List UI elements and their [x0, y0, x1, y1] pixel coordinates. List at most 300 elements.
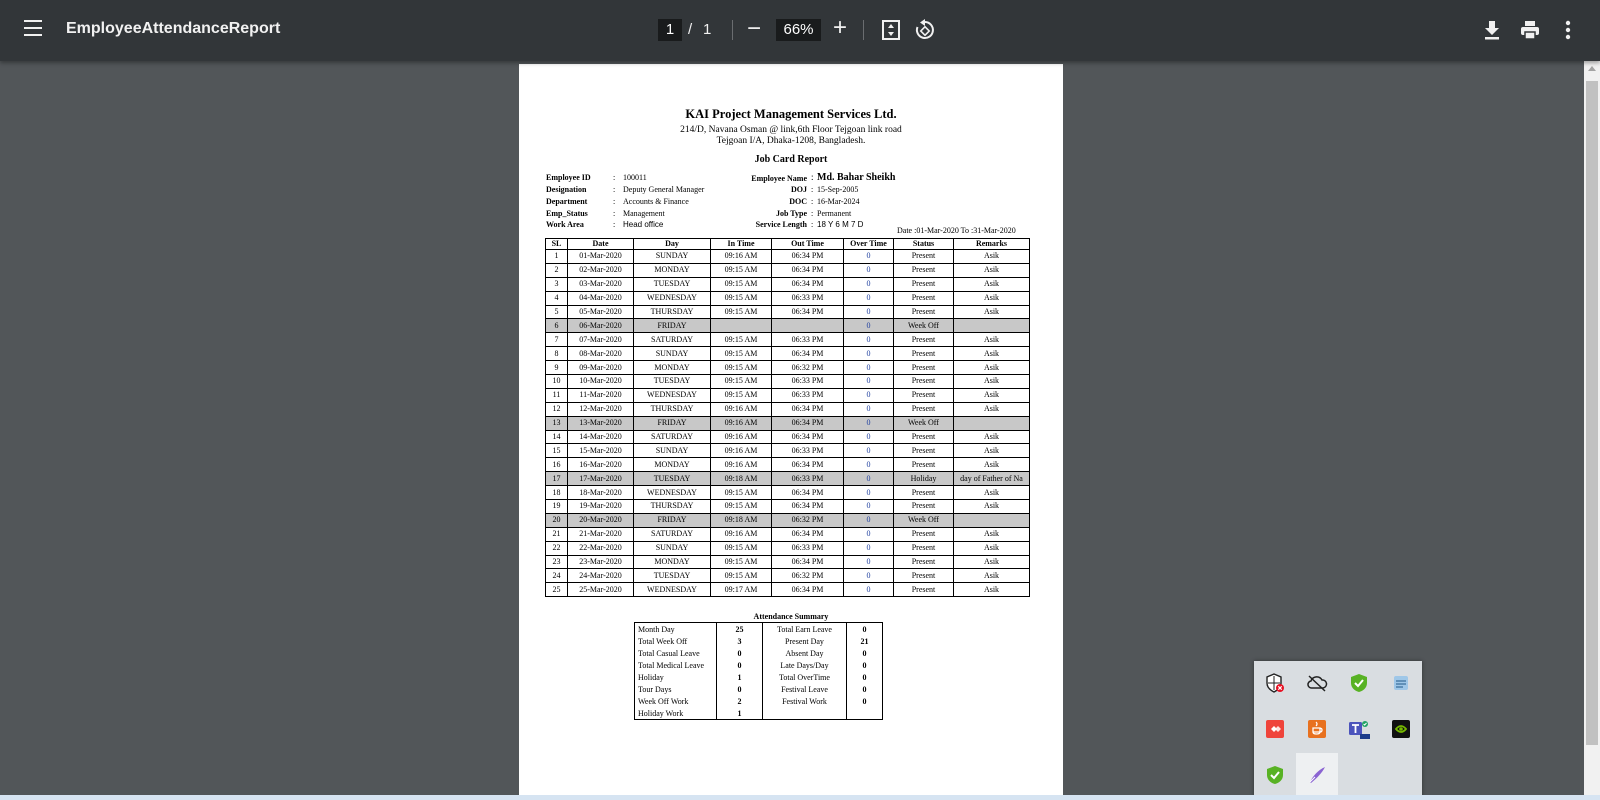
table-cell: 06:34 PM: [772, 486, 844, 500]
table-cell: SUNDAY: [634, 347, 711, 361]
table-cell: 09:18 AM: [711, 513, 772, 527]
table-cell: 0: [844, 444, 894, 458]
table-cell: Present: [894, 333, 954, 347]
table-cell: 06:34 PM: [772, 458, 844, 472]
taskbar-edge: [0, 795, 1600, 800]
table-cell: Asik: [954, 291, 1030, 305]
scroll-up-icon[interactable]: [1588, 66, 1596, 71]
table-cell: Asik: [954, 583, 1030, 597]
table-cell: 09:16 AM: [711, 527, 772, 541]
field-colon: :: [811, 209, 814, 218]
table-cell: 06:34 PM: [772, 402, 844, 416]
table-row: [546, 319, 1030, 333]
table-cell: 17-Mar-2020: [568, 472, 634, 486]
summary-row: [635, 683, 883, 695]
table-cell: 09:15 AM: [711, 541, 772, 555]
table-cell: 06:34 PM: [772, 500, 844, 514]
table-cell: Present: [894, 263, 954, 277]
table-row: [546, 541, 1030, 555]
table-cell: [954, 319, 1030, 333]
table-cell: 06:34 PM: [772, 527, 844, 541]
table-cell: 06:33 PM: [772, 472, 844, 486]
table-cell: 0: [844, 319, 894, 333]
table-cell: MONDAY: [634, 458, 711, 472]
column-header: In Time: [711, 239, 772, 250]
employee-name: Md. Bahar Sheikh: [817, 172, 896, 183]
table-row: [546, 513, 1030, 527]
table-cell: 07-Mar-2020: [568, 333, 634, 347]
table-row: [546, 402, 1030, 416]
column-header: Status: [894, 239, 954, 250]
table-cell: SATURDAY: [634, 333, 711, 347]
table-cell: Present: [894, 555, 954, 569]
table-cell: 0: [844, 527, 894, 541]
table-cell: Present: [894, 347, 954, 361]
table-cell: day of Father of Na: [954, 472, 1030, 486]
table-cell: 25: [546, 583, 568, 597]
table-cell: THURSDAY: [634, 500, 711, 514]
table-cell: Present: [894, 250, 954, 264]
column-header: Over Time: [844, 239, 894, 250]
table-cell: 0: [844, 305, 894, 319]
summary-cell: 0: [717, 683, 763, 695]
table-cell: 0: [844, 277, 894, 291]
table-cell: 10: [546, 375, 568, 389]
network-drive-icon[interactable]: [1380, 661, 1422, 705]
table-cell: 21: [546, 527, 568, 541]
field-value: 100011: [623, 173, 647, 182]
table-cell: Asik: [954, 333, 1030, 347]
table-cell: 09:16 AM: [711, 444, 772, 458]
column-header: Remarks: [954, 239, 1030, 250]
table-cell: 17: [546, 472, 568, 486]
table-cell: Asik: [954, 402, 1030, 416]
system-tray-overflow: [1254, 661, 1422, 800]
table-row: [546, 527, 1030, 541]
summary-cell: Festival Work: [763, 695, 847, 707]
company-address-line2: Tejgoan I/A, Dhaka-1208, Bangladesh.: [716, 136, 866, 146]
table-cell: MONDAY: [634, 555, 711, 569]
document-title: EmployeeAttendanceReport: [66, 20, 281, 37]
field-value: 16-Mar-2024: [817, 197, 860, 206]
summary-cell: Holiday Work: [635, 707, 717, 720]
summary-cell: Festival Leave: [763, 683, 847, 695]
table-cell: 09:15 AM: [711, 388, 772, 402]
table-cell: Asik: [954, 375, 1030, 389]
table-cell: 21-Mar-2020: [568, 527, 634, 541]
attendance-summary-title: Attendance Summary: [753, 612, 829, 621]
table-cell: 8: [546, 347, 568, 361]
table-cell: 05-Mar-2020: [568, 305, 634, 319]
pen-tool-icon[interactable]: [1296, 753, 1338, 797]
field-label: DOJ: [791, 185, 807, 194]
security-check-icon[interactable]: [1338, 661, 1380, 705]
table-cell: 09:15 AM: [711, 277, 772, 291]
table-cell: Present: [894, 541, 954, 555]
table-cell: Asik: [954, 347, 1030, 361]
table-cell: TUESDAY: [634, 375, 711, 389]
table-cell: 0: [844, 291, 894, 305]
table-cell: SUNDAY: [634, 541, 711, 555]
field-value: Accounts & Finance: [623, 197, 689, 206]
table-cell: 0: [844, 430, 894, 444]
table-cell: WEDNESDAY: [634, 486, 711, 500]
table-cell: 24: [546, 569, 568, 583]
table-cell: 16-Mar-2020: [568, 458, 634, 472]
summary-cell: Total Medical Leave: [635, 659, 717, 671]
table-cell: Week Off: [894, 416, 954, 430]
field-label: Department: [546, 197, 588, 206]
table-cell: FRIDAY: [634, 319, 711, 333]
table-cell: 23-Mar-2020: [568, 555, 634, 569]
table-cell: WEDNESDAY: [634, 388, 711, 402]
field-value: Permanent: [817, 209, 852, 218]
summary-cell: 0: [847, 647, 883, 659]
table-cell: 4: [546, 291, 568, 305]
field-label: Emp_Status: [546, 209, 588, 218]
table-cell: Holiday: [894, 472, 954, 486]
table-cell: 0: [844, 555, 894, 569]
table-cell: 15-Mar-2020: [568, 444, 634, 458]
scrollbar-thumb[interactable]: [1586, 81, 1598, 745]
table-cell: 9: [546, 361, 568, 375]
table-cell: 0: [844, 541, 894, 555]
pdf-page: [519, 64, 1063, 800]
company-address-line1: 214/D, Navana Osman @ link,6th Floor Tejgoan link road: [680, 125, 902, 135]
field-colon: :: [613, 220, 616, 229]
attendance-summary-table: [634, 622, 883, 720]
table-cell: 09:15 AM: [711, 305, 772, 319]
nvidia-icon[interactable]: [1380, 707, 1422, 751]
table-cell: 09:16 AM: [711, 458, 772, 472]
table-cell: 06:33 PM: [772, 375, 844, 389]
table-cell: Asik: [954, 500, 1030, 514]
table-cell: 15: [546, 444, 568, 458]
table-cell: 11: [546, 388, 568, 402]
table-header-row: [546, 239, 1030, 250]
table-cell: Asik: [954, 388, 1030, 402]
table-cell: 09:16 AM: [711, 250, 772, 264]
table-cell: 13: [546, 416, 568, 430]
table-cell: Present: [894, 305, 954, 319]
date-range: Date :01-Mar-2020 To :31-Mar-2020: [897, 226, 1016, 235]
report-title: Job Card Report: [754, 154, 828, 165]
table-cell: Present: [894, 444, 954, 458]
table-cell: Asik: [954, 277, 1030, 291]
table-cell: Asik: [954, 527, 1030, 541]
table-cell: SUNDAY: [634, 444, 711, 458]
summary-cell: 1: [717, 707, 763, 720]
table-row: [546, 583, 1030, 597]
table-cell: Present: [894, 500, 954, 514]
table-cell: 20-Mar-2020: [568, 513, 634, 527]
table-cell: 20: [546, 513, 568, 527]
table-cell: 06:32 PM: [772, 513, 844, 527]
table-cell: 0: [844, 263, 894, 277]
table-cell: 0: [844, 250, 894, 264]
download-icon[interactable]: [1482, 19, 1502, 46]
table-cell: 13-Mar-2020: [568, 416, 634, 430]
more-options-icon[interactable]: [1565, 20, 1571, 45]
summary-cell: [847, 707, 883, 720]
summary-cell: Total Casual Leave: [635, 647, 717, 659]
table-row: [546, 375, 1030, 389]
table-cell: Present: [894, 291, 954, 305]
table-row: [546, 500, 1030, 514]
table-cell: Asik: [954, 430, 1030, 444]
table-cell: 19-Mar-2020: [568, 500, 634, 514]
field-label: Employee ID: [546, 173, 591, 182]
table-cell: 0: [844, 472, 894, 486]
table-cell: SATURDAY: [634, 430, 711, 444]
table-cell: 1: [546, 250, 568, 264]
table-cell: 06:34 PM: [772, 277, 844, 291]
field-label: DOC: [789, 197, 807, 206]
table-cell: 06:33 PM: [772, 333, 844, 347]
table-cell: Present: [894, 388, 954, 402]
table-row: [546, 388, 1030, 402]
table-cell: Asik: [954, 541, 1030, 555]
summary-row: [635, 623, 883, 636]
summary-row: [635, 695, 883, 707]
summary-row: [635, 671, 883, 683]
summary-row: [635, 635, 883, 647]
summary-cell: Total OverTime: [763, 671, 847, 683]
table-cell: Present: [894, 569, 954, 583]
table-row: [546, 569, 1030, 583]
table-cell: 09:15 AM: [711, 500, 772, 514]
table-cell: TUESDAY: [634, 277, 711, 291]
summary-cell: Total Week Off: [635, 635, 717, 647]
table-cell: 0: [844, 569, 894, 583]
field-label: Employee Name: [751, 174, 807, 183]
table-cell: 22: [546, 541, 568, 555]
table-cell: Present: [894, 458, 954, 472]
summary-cell: Absent Day: [763, 647, 847, 659]
field-label: Work Area: [546, 220, 584, 229]
summary-cell: Total Earn Leave: [763, 623, 847, 636]
onedrive-icon[interactable]: [1296, 661, 1338, 705]
table-row: [546, 472, 1030, 486]
table-cell: 0: [844, 347, 894, 361]
toolbar-divider: [732, 20, 733, 40]
table-cell: 06:34 PM: [772, 263, 844, 277]
anydesk-icon[interactable]: [1254, 707, 1296, 751]
table-row: [546, 347, 1030, 361]
table-cell: 09:17 AM: [711, 583, 772, 597]
column-header: Day: [634, 239, 711, 250]
table-cell: Present: [894, 402, 954, 416]
table-cell: 5: [546, 305, 568, 319]
table-cell: 09:18 AM: [711, 472, 772, 486]
rotate-icon[interactable]: [914, 19, 936, 46]
table-cell: 09:15 AM: [711, 361, 772, 375]
table-cell: 06:33 PM: [772, 291, 844, 305]
field-colon: :: [613, 197, 616, 206]
field-colon: :: [613, 185, 616, 194]
field-colon: :: [811, 185, 814, 194]
table-cell: 01-Mar-2020: [568, 250, 634, 264]
table-cell: Asik: [954, 444, 1030, 458]
table-cell: 12: [546, 402, 568, 416]
table-cell: 06:33 PM: [772, 444, 844, 458]
table-cell: SUNDAY: [634, 250, 711, 264]
field-colon: :: [613, 173, 616, 182]
table-cell: 09:15 AM: [711, 263, 772, 277]
table-cell: 06:32 PM: [772, 361, 844, 375]
column-header: Out Time: [772, 239, 844, 250]
table-cell: 11-Mar-2020: [568, 388, 634, 402]
table-cell: Asik: [954, 263, 1030, 277]
table-row: [546, 416, 1030, 430]
field-label: Job Type: [775, 209, 807, 218]
table-cell: FRIDAY: [634, 416, 711, 430]
table-cell: 04-Mar-2020: [568, 291, 634, 305]
field-value: Deputy General Manager: [623, 185, 705, 194]
table-cell: 06:34 PM: [772, 583, 844, 597]
table-cell: 09:15 AM: [711, 569, 772, 583]
table-cell: 22-Mar-2020: [568, 541, 634, 555]
table-cell: 0: [844, 416, 894, 430]
zoom-out-button[interactable]: −: [747, 15, 762, 42]
page-separator: /: [688, 21, 693, 38]
table-row: [546, 444, 1030, 458]
table-cell: Present: [894, 583, 954, 597]
toolbar-divider: [863, 20, 864, 40]
table-cell: Asik: [954, 458, 1030, 472]
java-icon[interactable]: [1296, 707, 1338, 751]
table-cell: [772, 319, 844, 333]
table-row: [546, 277, 1030, 291]
summary-cell: 0: [717, 659, 763, 671]
summary-cell: 2: [717, 695, 763, 707]
summary-cell: 1: [717, 671, 763, 683]
field-colon: :: [811, 172, 814, 182]
table-cell: 0: [844, 375, 894, 389]
security-check-icon[interactable]: [1254, 753, 1296, 797]
table-cell: THURSDAY: [634, 402, 711, 416]
table-cell: 25-Mar-2020: [568, 583, 634, 597]
table-cell: 0: [844, 388, 894, 402]
table-cell: 09:15 AM: [711, 291, 772, 305]
field-label: Designation: [546, 185, 587, 194]
summary-cell: Holiday: [635, 671, 717, 683]
summary-row: [635, 647, 883, 659]
table-row: [546, 291, 1030, 305]
page-number-input[interactable]: 1: [658, 19, 682, 41]
field-value: Head office: [623, 220, 664, 229]
table-cell: 09:16 AM: [711, 430, 772, 444]
table-cell: MONDAY: [634, 263, 711, 277]
table-cell: Asik: [954, 486, 1030, 500]
table-cell: [954, 513, 1030, 527]
table-cell: 0: [844, 583, 894, 597]
teams-icon[interactable]: [1338, 707, 1380, 751]
field-label: Service Length: [755, 220, 807, 229]
zoom-level-input[interactable]: 66%: [776, 19, 821, 41]
table-cell: 06:34 PM: [772, 250, 844, 264]
pdf-toolbar: [0, 0, 1600, 61]
field-value: Management: [623, 209, 665, 218]
column-header: Date: [568, 239, 634, 250]
table-cell: 09:15 AM: [711, 375, 772, 389]
summary-cell: 3: [717, 635, 763, 647]
table-cell: 09:16 AM: [711, 416, 772, 430]
menu-icon[interactable]: [24, 20, 42, 36]
table-row: [546, 361, 1030, 375]
summary-cell: 0: [717, 647, 763, 659]
table-cell: Asik: [954, 555, 1030, 569]
vertical-scrollbar[interactable]: [1584, 61, 1600, 800]
table-cell: 0: [844, 458, 894, 472]
field-colon: :: [613, 209, 616, 218]
summary-row: [635, 659, 883, 671]
table-row: [546, 430, 1030, 444]
table-cell: [954, 416, 1030, 430]
field-value: 18 Y 6 M 7 D: [817, 220, 864, 229]
table-cell: 09-Mar-2020: [568, 361, 634, 375]
table-cell: 12-Mar-2020: [568, 402, 634, 416]
table-cell: 03-Mar-2020: [568, 277, 634, 291]
table-row: [546, 250, 1030, 264]
table-cell: 3: [546, 277, 568, 291]
table-cell: 06:32 PM: [772, 569, 844, 583]
table-cell: 02-Mar-2020: [568, 263, 634, 277]
table-cell: MONDAY: [634, 361, 711, 375]
table-cell: 09:15 AM: [711, 555, 772, 569]
table-cell: THURSDAY: [634, 305, 711, 319]
total-pages: 1: [703, 21, 712, 38]
table-cell: SATURDAY: [634, 527, 711, 541]
summary-cell: 0: [847, 683, 883, 695]
table-cell: Present: [894, 430, 954, 444]
table-cell: 18-Mar-2020: [568, 486, 634, 500]
table-cell: 24-Mar-2020: [568, 569, 634, 583]
field-colon: :: [811, 220, 814, 229]
windows-security-icon[interactable]: [1254, 661, 1296, 705]
table-cell: TUESDAY: [634, 472, 711, 486]
table-cell: 10-Mar-2020: [568, 375, 634, 389]
summary-cell: Week Off Work: [635, 695, 717, 707]
table-cell: Week Off: [894, 319, 954, 333]
summary-cell: Month Day: [635, 623, 717, 636]
table-cell: 09:16 AM: [711, 402, 772, 416]
table-cell: TUESDAY: [634, 569, 711, 583]
table-cell: Present: [894, 361, 954, 375]
table-cell: 06:34 PM: [772, 347, 844, 361]
summary-cell: 21: [847, 635, 883, 647]
table-cell: Asik: [954, 305, 1030, 319]
table-cell: 06:34 PM: [772, 430, 844, 444]
table-cell: Asik: [954, 361, 1030, 375]
zoom-in-button[interactable]: +: [833, 14, 848, 41]
table-cell: 16: [546, 458, 568, 472]
summary-cell: Tour Days: [635, 683, 717, 695]
field-colon: :: [811, 197, 814, 206]
table-cell: WEDNESDAY: [634, 291, 711, 305]
table-cell: WEDNESDAY: [634, 583, 711, 597]
table-cell: Asik: [954, 569, 1030, 583]
table-cell: Present: [894, 486, 954, 500]
fit-page-icon[interactable]: [881, 19, 901, 46]
table-cell: 2: [546, 263, 568, 277]
table-cell: 0: [844, 486, 894, 500]
table-cell: 14: [546, 430, 568, 444]
table-cell: Present: [894, 277, 954, 291]
print-icon[interactable]: [1519, 19, 1541, 46]
summary-cell: 0: [847, 623, 883, 636]
summary-cell: 0: [847, 671, 883, 683]
